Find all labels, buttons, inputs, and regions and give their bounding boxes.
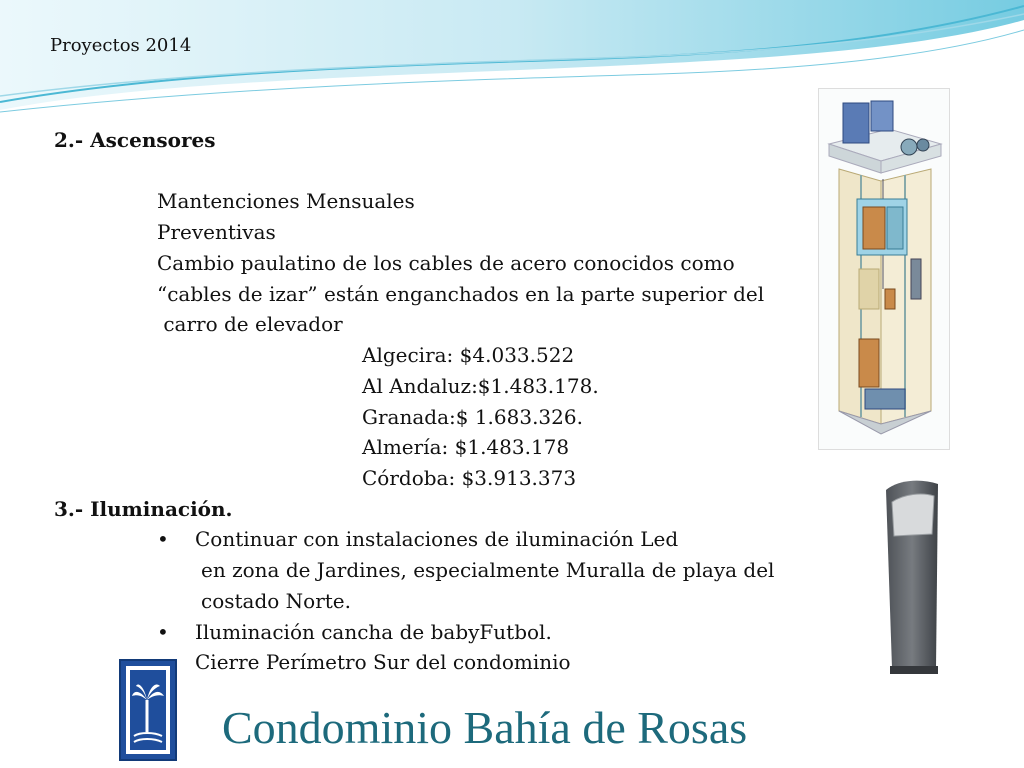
cost-item: Almería: $1.483.178: [362, 435, 570, 459]
ascensores-line: carro de elevador: [157, 312, 343, 336]
bullet-icon: •: [157, 527, 169, 551]
bullet-icon: •: [157, 620, 169, 644]
iluminacion-item: Cierre Perímetro Sur del condominio: [195, 650, 571, 674]
bollard-lamp-image: [878, 472, 942, 678]
cost-item: Algecira: $4.033.522: [362, 343, 575, 367]
condominio-logo: [116, 656, 180, 764]
cost-item: Córdoba: $3.913.373: [362, 466, 577, 490]
footer-title: Condominio Bahía de Rosas: [222, 702, 748, 753]
iluminacion-item-cont: en zona de Jardines, especialmente Muralla de playa del: [201, 558, 775, 582]
ascensores-line: Mantenciones Mensuales: [157, 189, 415, 213]
iluminacion-item: Continuar con instalaciones de iluminación Led: [195, 527, 679, 551]
cost-item: Granada:$ 1.683.326.: [362, 405, 583, 429]
ascensores-line: Preventivas: [157, 220, 276, 244]
header-label: Proyectos 2014: [50, 35, 192, 56]
cost-item: Al Andaluz:$1.483.178.: [362, 374, 599, 398]
iluminacion-item-cont: costado Norte.: [201, 589, 351, 613]
section-iluminacion-title: 3.- Iluminación.: [54, 497, 233, 521]
ascensores-line: Cambio paulatino de los cables de acero conocidos como: [157, 251, 735, 275]
section-ascensores-title: 2.- Ascensores: [54, 128, 216, 152]
iluminacion-item: Iluminación cancha de babyFutbol.: [195, 620, 552, 644]
ascensores-line: “cables de izar” están enganchados en la parte superior del: [157, 282, 765, 306]
elevator-diagram-image: [818, 88, 950, 450]
